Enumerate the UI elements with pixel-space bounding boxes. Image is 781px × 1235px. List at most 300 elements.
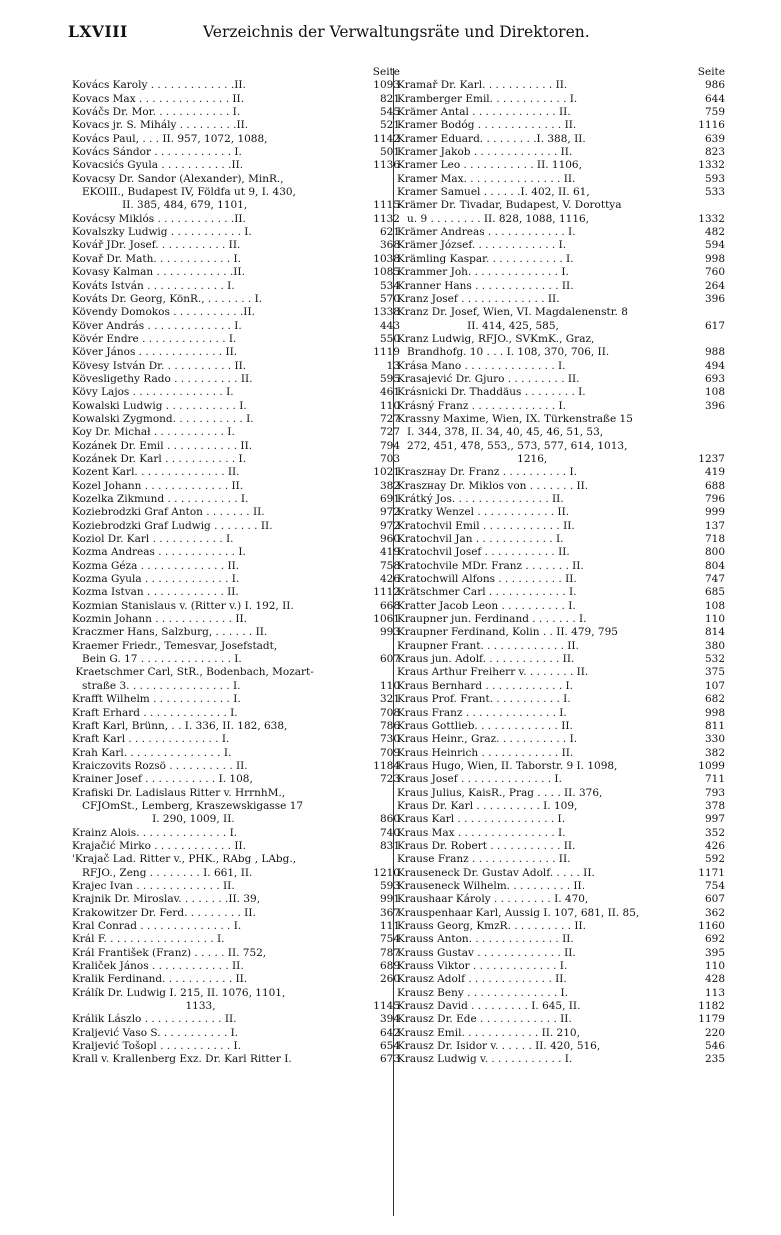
entry-page-ref: 621 (377, 226, 400, 239)
index-entry (397, 960, 725, 973)
entry-text: Kraus Heinrich . . . . . . . . . . . . II. (397, 746, 574, 759)
entry-page-ref: 137 (702, 520, 725, 533)
index-entry (397, 987, 725, 1000)
index-entry (72, 760, 400, 773)
index-entry (397, 1040, 725, 1053)
entry-page-ref: 380 (702, 640, 725, 653)
entry-text: Koy Dr. Michał . . . . . . . . . . . I. (72, 426, 235, 439)
entry-page-ref: 461 (377, 386, 400, 399)
entry-text: Kranz Josef . . . . . . . . . . . . . II. (397, 292, 560, 305)
entry-text: Kratochwill Alfons . . . . . . . . . . II. (397, 573, 577, 586)
index-entry (72, 280, 400, 293)
entry-text: Kozma Istvan . . . . . . . . . . . . II. (72, 586, 239, 599)
index-entry (397, 1000, 725, 1013)
entry-text: Kramer Eduard. . . . . . . . .I. 388, II. (397, 132, 586, 145)
entry-text: Kramer Max. . . . . . . . . . . . . . . II. (397, 172, 576, 185)
entry-text: Kraus Julius, KaisR., Prag . . . . II. 376, (397, 786, 603, 799)
index-entry (72, 119, 400, 132)
right-entry-list (397, 79, 725, 1066)
index-entry (397, 333, 725, 346)
entry-text: Kovář JDr. Josef. . . . . . . . . . . II. (72, 239, 241, 252)
entry-text: Krausz David . . . . . . . . . I. 645, II. (397, 1000, 581, 1013)
entry-text: Kraliček János . . . . . . . . . . . . II. (72, 960, 244, 973)
entry-page-ref: 108 (702, 386, 725, 399)
entry-page-ref: 811 (702, 720, 725, 733)
index-entry (397, 787, 725, 800)
index-entry (397, 1027, 725, 1040)
entry-page-ref: 13 (384, 360, 400, 373)
index-entry (72, 653, 400, 666)
entry-text: Králík Dr. Ludwig I. 215, II. 1076, 1101, (72, 986, 286, 999)
index-entry (72, 146, 400, 159)
index-entry (72, 440, 400, 453)
entry-page-ref: 800 (702, 546, 725, 559)
entry-text: Kovács Paul, . . . II. 957, 1072, 1088, (72, 132, 268, 145)
entry-text: Kövy Lajos . . . . . . . . . . . . . . I. (72, 386, 234, 399)
entry-text: Kozent Karl. . . . . . . . . . . . . . II. (72, 466, 240, 479)
index-entry (72, 266, 400, 279)
entry-page-ref: 260 (377, 973, 400, 986)
index-entry (72, 827, 400, 840)
entry-text: Kraus Heinr., Graz. . . . . . . . . . . I. (397, 733, 578, 746)
index-entry (72, 1013, 400, 1026)
entry-text: Krauseneck Wilhelm. . . . . . . . . . II. (397, 879, 586, 892)
index-entry (72, 173, 400, 186)
entry-text: Kratochvil Emil . . . . . . . . . . . . II. (397, 519, 575, 532)
entry-page-ref: 988 (702, 346, 725, 359)
index-entry (72, 893, 400, 906)
index-entry (397, 586, 725, 599)
index-entry (72, 680, 400, 693)
entry-page-ref: 110 (702, 960, 725, 973)
entry-page-ref: 740 (377, 827, 400, 840)
index-entry (397, 520, 725, 533)
entry-page-ref: 264 (702, 280, 725, 293)
entry-text: Krämer Dr. Tivadar, Budapest, V. Dorottya (397, 199, 622, 212)
index-entry (397, 747, 725, 760)
entry-page-ref: 793 (702, 787, 725, 800)
index-entry (397, 920, 725, 933)
entry-text: Kraczmer Hans, Salzburg, . . . . . . II. (72, 626, 268, 639)
entry-text: Krauss Viktor . . . . . . . . . . . . . I. (397, 960, 568, 973)
entry-text: Kovacs Max . . . . . . . . . . . . . . II. (72, 92, 245, 105)
entry-page-ref: 367 (377, 907, 400, 920)
entry-text: Kraft Karl, Brünn, . . I. 336, II. 182, 638, (72, 719, 288, 732)
entry-page-ref: 1145 (370, 1000, 400, 1013)
index-entry (72, 320, 400, 333)
index-entry (397, 880, 725, 893)
entry-text: I. 344, 378, II. 34, 40, 45, 46, 51, 53, (397, 426, 604, 439)
index-entry (397, 453, 725, 466)
entry-page-ref: 382 (377, 480, 400, 493)
entry-page-ref: 1338 (370, 306, 400, 319)
entry-text: Brandhofg. 10 . . . I. 108, 370, 706, II. (397, 346, 610, 359)
entry-text: Krásnicki Dr. Thaddäus . . . . . . . . I. (397, 386, 586, 399)
index-entry (397, 1053, 725, 1066)
index-entry (397, 266, 725, 279)
entry-page-ref: 110 (377, 400, 400, 413)
entry-page-ref: 396 (702, 293, 725, 306)
entry-page-ref: 642 (377, 1027, 400, 1040)
entry-page-ref: 711 (702, 773, 725, 786)
entry-text: u. 9 . . . . . . . . II. 828, 1088, 1116, (397, 212, 590, 225)
index-entry (72, 373, 400, 386)
entry-page-ref: 1099 (695, 760, 725, 773)
entry-page-ref: 1119 (370, 346, 400, 359)
entry-text: Kramer Samuel . . . . . .I. 402, II. 61, (397, 186, 590, 199)
index-entry (397, 386, 725, 399)
entry-page-ref: 814 (702, 626, 725, 639)
entry-text: Kozelka Zikmund . . . . . . . . . . . I. (72, 493, 249, 505)
index-entry (397, 546, 725, 559)
index-entry (72, 466, 400, 479)
entry-page-ref: 1112 (370, 586, 400, 599)
index-entry (72, 640, 400, 653)
entry-page-ref: 644 (702, 93, 725, 106)
index-entry (72, 133, 400, 146)
index-entry (72, 413, 400, 426)
entry-text: Krakowitzer Dr. Ferd. . . . . . . . . II. (72, 906, 256, 919)
entry-text: Kraupner jun. Ferdinand . . . . . . . I. (397, 613, 587, 626)
entry-text: Koziebrodzki Graf Ludwig . . . . . . . II. (72, 519, 273, 532)
index-entry (72, 840, 400, 853)
index-entry (397, 707, 725, 720)
entry-page-ref: 570 (377, 293, 400, 306)
entry-page-ref: 758 (377, 560, 400, 573)
entry-text: Kratochvil Jan . . . . . . . . . . . . I. (397, 533, 564, 546)
index-entry (397, 146, 725, 159)
entry-text: Kratky Wenzel . . . . . . . . . . . . II. (397, 506, 570, 519)
entry-text: Kovasy Kalman . . . . . . . . . . . .II. (72, 266, 245, 279)
index-entry (72, 1000, 400, 1013)
entry-text: Krafft Wilhelm . . . . . . . . . . . . I. (72, 693, 241, 706)
entry-text: Kralik Ferdinand. . . . . . . . . . . II. (72, 973, 248, 986)
entry-page-ref: 688 (702, 480, 725, 493)
index-entry (72, 867, 400, 880)
entry-text: Kramař Dr. Karl. . . . . . . . . . . II. (397, 79, 568, 92)
entry-text: Kraus Franz . . . . . . . . . . . . . . I. (397, 706, 567, 719)
seite-label: Seite (372, 66, 400, 78)
entry-text: Krainer Josef . . . . . . . . . . . I. 108, (72, 773, 253, 786)
entry-text: Kramberger Emil. . . . . . . . . . . . I. (397, 92, 578, 105)
index-entry (397, 733, 725, 746)
entry-page-ref: 1132 (370, 213, 400, 226)
entry-text: Krall v. Krallenberg Exz. Dr. Karl Ritter I. (72, 1053, 292, 1066)
index-entry (72, 880, 400, 893)
entry-text: Krämer Antal . . . . . . . . . . . . . II. (397, 106, 571, 119)
entry-page-ref: 804 (702, 560, 725, 573)
entry-text: Kovácsy Miklós . . . . . . . . . . . .II. (72, 212, 246, 225)
entry-text: Kozmian Stanislaus v. (Ritter v.) I. 192, II. (72, 599, 294, 612)
entry-page-ref: 991 (377, 893, 400, 906)
entry-text: Krasajević Dr. Gjuro . . . . . . . . . II. (397, 372, 580, 385)
entry-text: Kovalszky Ludwig . . . . . . . . . . . I. (72, 226, 252, 239)
entry-text: Krainz Alois. . . . . . . . . . . . . . I. (72, 826, 238, 839)
index-entry (397, 840, 725, 853)
entry-page-ref: 1332 (695, 159, 725, 172)
entry-text: Bein G. 17 . . . . . . . . . . . . . . I. (72, 653, 242, 666)
entry-text: Kramer Bodóg . . . . . . . . . . . . . II. (397, 119, 577, 132)
right-column (397, 66, 725, 1067)
index-entry (397, 360, 725, 373)
entry-text: Kövér Endre . . . . . . . . . . . . . I. (72, 332, 237, 345)
page-number: LXVIII (68, 22, 128, 41)
entry-page-ref: 534 (377, 280, 400, 293)
entry-page-ref: 426 (377, 573, 400, 586)
index-entry (72, 239, 400, 252)
index-entry (397, 680, 725, 693)
entry-page-ref: 419 (702, 466, 725, 479)
entry-page-ref: 668 (377, 600, 400, 613)
index-entry (397, 466, 725, 479)
index-entry (72, 600, 400, 613)
entry-page-ref: 972 (377, 520, 400, 533)
entry-text: Krauss Gustav . . . . . . . . . . . . . II. (397, 946, 576, 959)
index-entry (397, 893, 725, 906)
index-entry (72, 426, 400, 439)
entry-text: Kraetschmer Carl, StR., Bodenbach, Mozart- (72, 666, 314, 679)
entry-page-ref: 593 (702, 173, 725, 186)
index-entry (397, 226, 725, 239)
entry-page-ref: 639 (702, 133, 725, 146)
entry-page-ref: 443 (377, 320, 400, 333)
entry-text: Krajačić Mirko . . . . . . . . . . . . II. (72, 839, 246, 852)
index-entry (397, 613, 725, 626)
page-title: Verzeichnis der Verwaltungsräte und Direktoren. (203, 23, 590, 41)
left-entry-list (72, 79, 400, 1066)
entry-page-ref: 220 (702, 1027, 725, 1040)
index-entry (397, 907, 725, 920)
entry-text: Kozma Andreas . . . . . . . . . . . . I. (72, 546, 246, 559)
index-entry (72, 386, 400, 399)
index-entry (397, 973, 725, 986)
index-entry (397, 280, 725, 293)
entry-page-ref: 972 (377, 506, 400, 519)
entry-page-ref: 693 (702, 373, 725, 386)
entry-page-ref: 718 (702, 533, 725, 546)
index-entry (397, 79, 725, 92)
index-entry (72, 560, 400, 573)
entry-page-ref: 595 (377, 373, 400, 386)
index-entry (397, 293, 725, 306)
entry-page-ref: 382 (702, 747, 725, 760)
index-entry (72, 186, 400, 199)
index-entry (72, 253, 400, 266)
entry-page-ref: 1184 (370, 760, 400, 773)
index-entry (72, 987, 400, 1000)
entry-page-ref: 692 (702, 933, 725, 946)
entry-text: Krauseneck Dr. Gustav Adolf. . . . . II. (397, 866, 595, 879)
index-entry (397, 827, 725, 840)
entry-page-ref: 997 (702, 813, 725, 826)
entry-text: Kovař Dr. Math. . . . . . . . . . . . I. (72, 252, 241, 265)
entry-page-ref: 107 (702, 680, 725, 693)
index-entry (397, 426, 725, 439)
entry-text: Krátký Jos. . . . . . . . . . . . . . . II. (397, 493, 564, 505)
entry-text: Kozel Johann . . . . . . . . . . . . . II. (72, 479, 244, 492)
index-entry (397, 440, 725, 453)
index-entry (72, 747, 400, 760)
index-entry (397, 640, 725, 653)
index-entry (72, 333, 400, 346)
entry-text: Kraft Karl . . . . . . . . . . . . . . I. (72, 733, 230, 746)
entry-page-ref: 113 (702, 987, 725, 1000)
entry-text: Krah Karl. . . . . . . . . . . . . . . I. (72, 746, 232, 759)
entry-text: Kováts István . . . . . . . . . . . . I. (72, 279, 235, 292)
entry-page-ref: 794 (377, 440, 400, 453)
entry-text: Kováčs Dr. Mor. . . . . . . . . . . . I. (72, 106, 241, 119)
index-entry (397, 506, 725, 519)
index-entry (72, 586, 400, 599)
entry-page-ref: 654 (377, 1040, 400, 1053)
entry-text: Kraus Josef . . . . . . . . . . . . . . I. (397, 773, 562, 786)
index-entry (397, 1013, 725, 1026)
entry-text: 'Krajač Lad. Ritter v., PHK., RAbg , LAbg., (72, 853, 297, 866)
entry-page-ref: 998 (702, 707, 725, 720)
index-entry (72, 813, 400, 826)
index-entry (72, 506, 400, 519)
entry-page-ref: 691 (377, 493, 400, 506)
entry-page-ref: 378 (702, 800, 725, 813)
index-entry (397, 306, 725, 319)
entry-text: Kowalski Zygmond. . . . . . . . . . . I. (72, 412, 254, 425)
entry-text: Krausz Dr. Isidor v. . . . . . II. 420, 516, (397, 1040, 601, 1053)
index-entry (397, 800, 725, 813)
entry-page-ref: 682 (702, 693, 725, 706)
entry-page-ref: 1179 (695, 1013, 725, 1026)
entry-page-ref: 1116 (695, 119, 725, 132)
entry-page-ref: 796 (702, 493, 725, 506)
entry-text: II. 414, 425, 585, (397, 319, 559, 332)
index-entry (72, 707, 400, 720)
entry-page-ref: 831 (377, 840, 400, 853)
entry-page-ref: 1038 (370, 253, 400, 266)
entry-text: Krauspenhaar Karl, Aussig I. 107, 681, II. 85, (397, 906, 640, 919)
entry-page-ref: 607 (702, 893, 725, 906)
index-entry (397, 493, 725, 506)
entry-text: Kraus Max . . . . . . . . . . . . . . . I. (397, 826, 566, 839)
entry-text: Krajnik Dr. Miroslav. . . . . . . .II. 39, (72, 893, 261, 906)
entry-text: Kraus Arthur Freiherr v. . . . . . . . II. (397, 666, 589, 679)
index-entry (397, 933, 725, 946)
index-entry (72, 693, 400, 706)
entry-page-ref: 396 (702, 400, 725, 413)
entry-page-ref: 1160 (695, 920, 725, 933)
entry-text: 1216, (397, 452, 548, 465)
entry-text: Kratochvil Josef . . . . . . . . . . . II. (397, 546, 570, 559)
entry-page-ref: 545 (377, 106, 400, 119)
entry-text: Kovács Sándor . . . . . . . . . . . . I. (72, 146, 242, 159)
entry-text: Kozma Géza . . . . . . . . . . . . . II. (72, 559, 240, 572)
entry-text: 272, 451, 478, 553,, 573, 577, 614, 1013, (397, 439, 628, 452)
entry-text: Krafiski Dr. Ladislaus Ritter v. HrrnhM., (72, 786, 286, 799)
entry-text: Kraus Dr. Robert . . . . . . . . . . . II. (397, 839, 576, 852)
index-entry (397, 947, 725, 960)
entry-text: Kraus Dr. Karl . . . . . . . . . . I. 109, (397, 799, 578, 812)
index-entry (72, 79, 400, 92)
index-entry (72, 293, 400, 306)
entry-text: Kovács Karoly . . . . . . . . . . . . .II. (72, 79, 246, 92)
index-entry (397, 119, 725, 132)
entry-page-ref: 723 (377, 773, 400, 786)
entry-text: Krása Mano . . . . . . . . . . . . . . I. (397, 359, 566, 372)
entry-text: CFJOmSt., Lemberg, Kraszewskigasse 17 (72, 799, 304, 812)
entry-page-ref: 532 (702, 653, 725, 666)
entry-page-ref: 703 (377, 453, 400, 466)
entry-text: Kratter Jacob Leon . . . . . . . . . . I. (397, 599, 576, 612)
index-entry (397, 346, 725, 359)
entry-text: Kraemer Friedr., Temesvar, Josefstadt, (72, 639, 278, 652)
entry-text: II. 385, 484, 679, 1101, (72, 199, 248, 212)
index-entry (397, 320, 725, 333)
index-entry (72, 1053, 400, 1066)
entry-text: Kovacsićs Gyula . . . . . . . . . . .II. (72, 159, 244, 172)
entry-text: Král F. . . . . . . . . . . . . . . . . I. (72, 933, 225, 946)
entry-page-ref: 593 (377, 880, 400, 893)
entry-text: Kraus Hugo, Wien, II. Taborstr. 9 I. 1098, (397, 759, 618, 772)
entry-page-ref: 108 (702, 600, 725, 613)
entry-text: Kövesligethy Rado . . . . . . . . . . II. (72, 372, 253, 385)
entry-page-ref: 1237 (695, 453, 725, 466)
index-entry (72, 933, 400, 946)
entry-text: Kraupner Ferdinand, Kolin . . II. 479, 795 (397, 626, 618, 639)
entry-text: Koziebrodzki Graf Anton . . . . . . . II. (72, 506, 265, 519)
entry-page-ref: 321 (377, 693, 400, 706)
entry-page-ref: 993 (377, 626, 400, 639)
entry-text: Kraiczovits Rozsö . . . . . . . . . . II. (72, 759, 248, 772)
index-entry (72, 453, 400, 466)
entry-page-ref: 1136 (370, 159, 400, 172)
entry-page-ref: 727 (377, 413, 400, 426)
index-entry (72, 400, 400, 413)
entry-page-ref: 986 (702, 79, 725, 92)
entry-text: Kratochvile MDr. Franz . . . . . . . II. (397, 559, 584, 572)
index-entry (397, 480, 725, 493)
index-entry (72, 533, 400, 546)
index-entry (397, 813, 725, 826)
entry-page-ref: 1171 (695, 867, 725, 880)
index-entry (397, 573, 725, 586)
column-divider (393, 68, 394, 1216)
index-entry (397, 600, 725, 613)
entry-text: Kraus Bernhard . . . . . . . . . . . . I. (397, 679, 574, 692)
index-entry (72, 626, 400, 639)
entry-page-ref: 823 (702, 146, 725, 159)
entry-page-ref: 419 (377, 546, 400, 559)
index-entry (72, 213, 400, 226)
index-entry (397, 199, 725, 212)
index-entry (72, 853, 400, 866)
index-entry (397, 760, 725, 773)
entry-page-ref: 533 (702, 186, 725, 199)
index-entry (397, 186, 725, 199)
entry-page-ref: 1061 (370, 613, 400, 626)
index-entry (72, 907, 400, 920)
entry-page-ref: 754 (702, 880, 725, 893)
page-header (68, 22, 718, 46)
index-entry (72, 199, 400, 212)
entry-text: Krause Franz . . . . . . . . . . . . . II. (397, 853, 571, 866)
entry-text: Kral Conrad . . . . . . . . . . . . . . I. (72, 920, 242, 932)
index-entry (72, 159, 400, 172)
index-entry (397, 533, 725, 546)
entry-page-ref: 428 (702, 973, 725, 986)
entry-text: Králik Lászlo . . . . . . . . . . . . II. (72, 1013, 237, 1026)
entry-text: Kramer Jakob . . . . . . . . . . . . . II. (397, 146, 573, 159)
entry-text: Kraljević Tošopl . . . . . . . . . . . I. (72, 1040, 242, 1053)
left-column (72, 66, 400, 1067)
entry-page-ref: 1182 (695, 1000, 725, 1013)
